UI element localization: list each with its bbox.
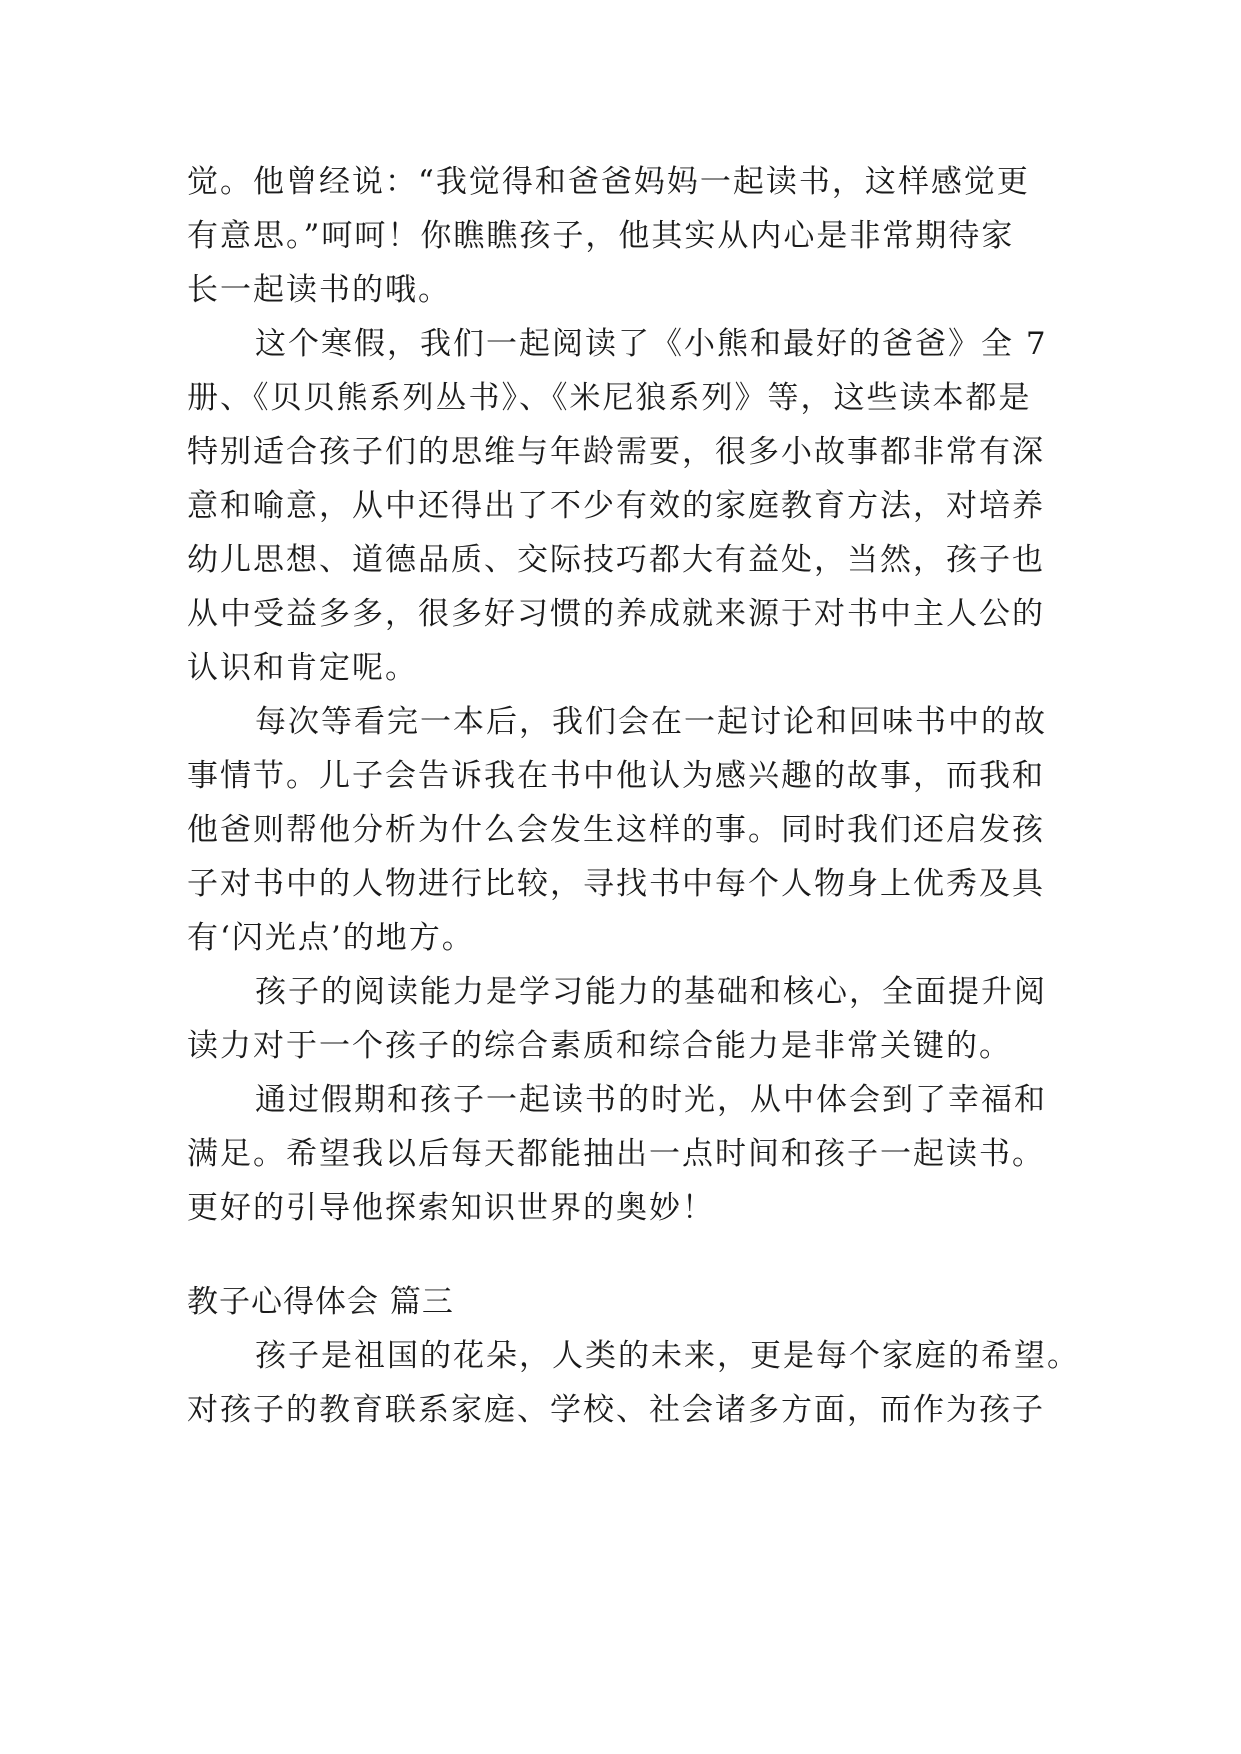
text-line: 更好的引导他探索知识世界的奥妙！ (187, 1190, 715, 1226)
text-line: 觉。他曾经说：“我觉得和爸爸妈妈一起读书，这样感觉更 (187, 164, 1030, 200)
text-line: 对孩子的教育联系家庭、学校、社会诸多方面，而作为孩子 (187, 1392, 1045, 1428)
paragraph-2 (187, 317, 1067, 695)
text-line: 孩子是祖国的花朵，人类的未来，更是每个家庭的希望。 (255, 1338, 1080, 1374)
text-line: 满足。希望我以后每天都能抽出一点时间和孩子一起读书。 (187, 1136, 1045, 1172)
text-line: 事情节。儿子会告诉我在书中他认为感兴趣的故事，而我和 (187, 758, 1045, 794)
paragraph-3 (187, 695, 1067, 965)
text-line: 读力对于一个孩子的综合素质和综合能力是非常关键的。 (187, 1028, 1012, 1064)
paragraph-1 (187, 155, 1067, 317)
text-line: 每次等看完一本后，我们会在一起讨论和回味书中的故 (255, 704, 1047, 740)
text-line: 通过假期和孩子一起读书的时光，从中体会到了幸福和 (255, 1082, 1047, 1118)
text-line: 意和喻意，从中还得出了不少有效的家庭教育方法，对培养 (187, 488, 1045, 524)
section-spacer (187, 1235, 1067, 1275)
text-line: 这个寒假，我们一起阅读了《小熊和最好的爸爸》全 7 (255, 326, 1048, 362)
text-line: 特别适合孩子们的思维与年龄需要，很多小故事都非常有深 (187, 434, 1045, 470)
text-line: 孩子的阅读能力是学习能力的基础和核心，全面提升阅 (255, 974, 1047, 1010)
section-paragraph (187, 1329, 1080, 1437)
text-line: 有意思。”呵呵！你瞧瞧孩子，他其实从内心是非常期待家 (187, 218, 1015, 254)
paragraph-5 (187, 1073, 1067, 1235)
section-heading: 教子心得体会 篇三 (187, 1284, 454, 1320)
text-line: 长一起读书的哦。 (187, 272, 451, 308)
body-text (187, 155, 1080, 1437)
text-line: 从中受益多多，很多好习惯的养成就来源于对书中主人公的 (187, 596, 1045, 632)
text-line: 认识和肯定呢。 (187, 650, 418, 686)
text-line: 幼儿思想、道德品质、交际技巧都大有益处，当然，孩子也 (187, 542, 1045, 578)
text-line: 子对书中的人物进行比较，寻找书中每个人物身上优秀及具 (187, 866, 1045, 902)
paragraph-4 (187, 965, 1067, 1073)
text-line: 有‘闪光点’的地方。 (187, 920, 475, 956)
text-line: 册、《贝贝熊系列丛书》、《米尼狼系列》等，这些读本都是 (187, 380, 1032, 416)
text-line: 他爸则帮他分析为什么会发生这样的事。同时我们还启发孩 (187, 812, 1045, 848)
